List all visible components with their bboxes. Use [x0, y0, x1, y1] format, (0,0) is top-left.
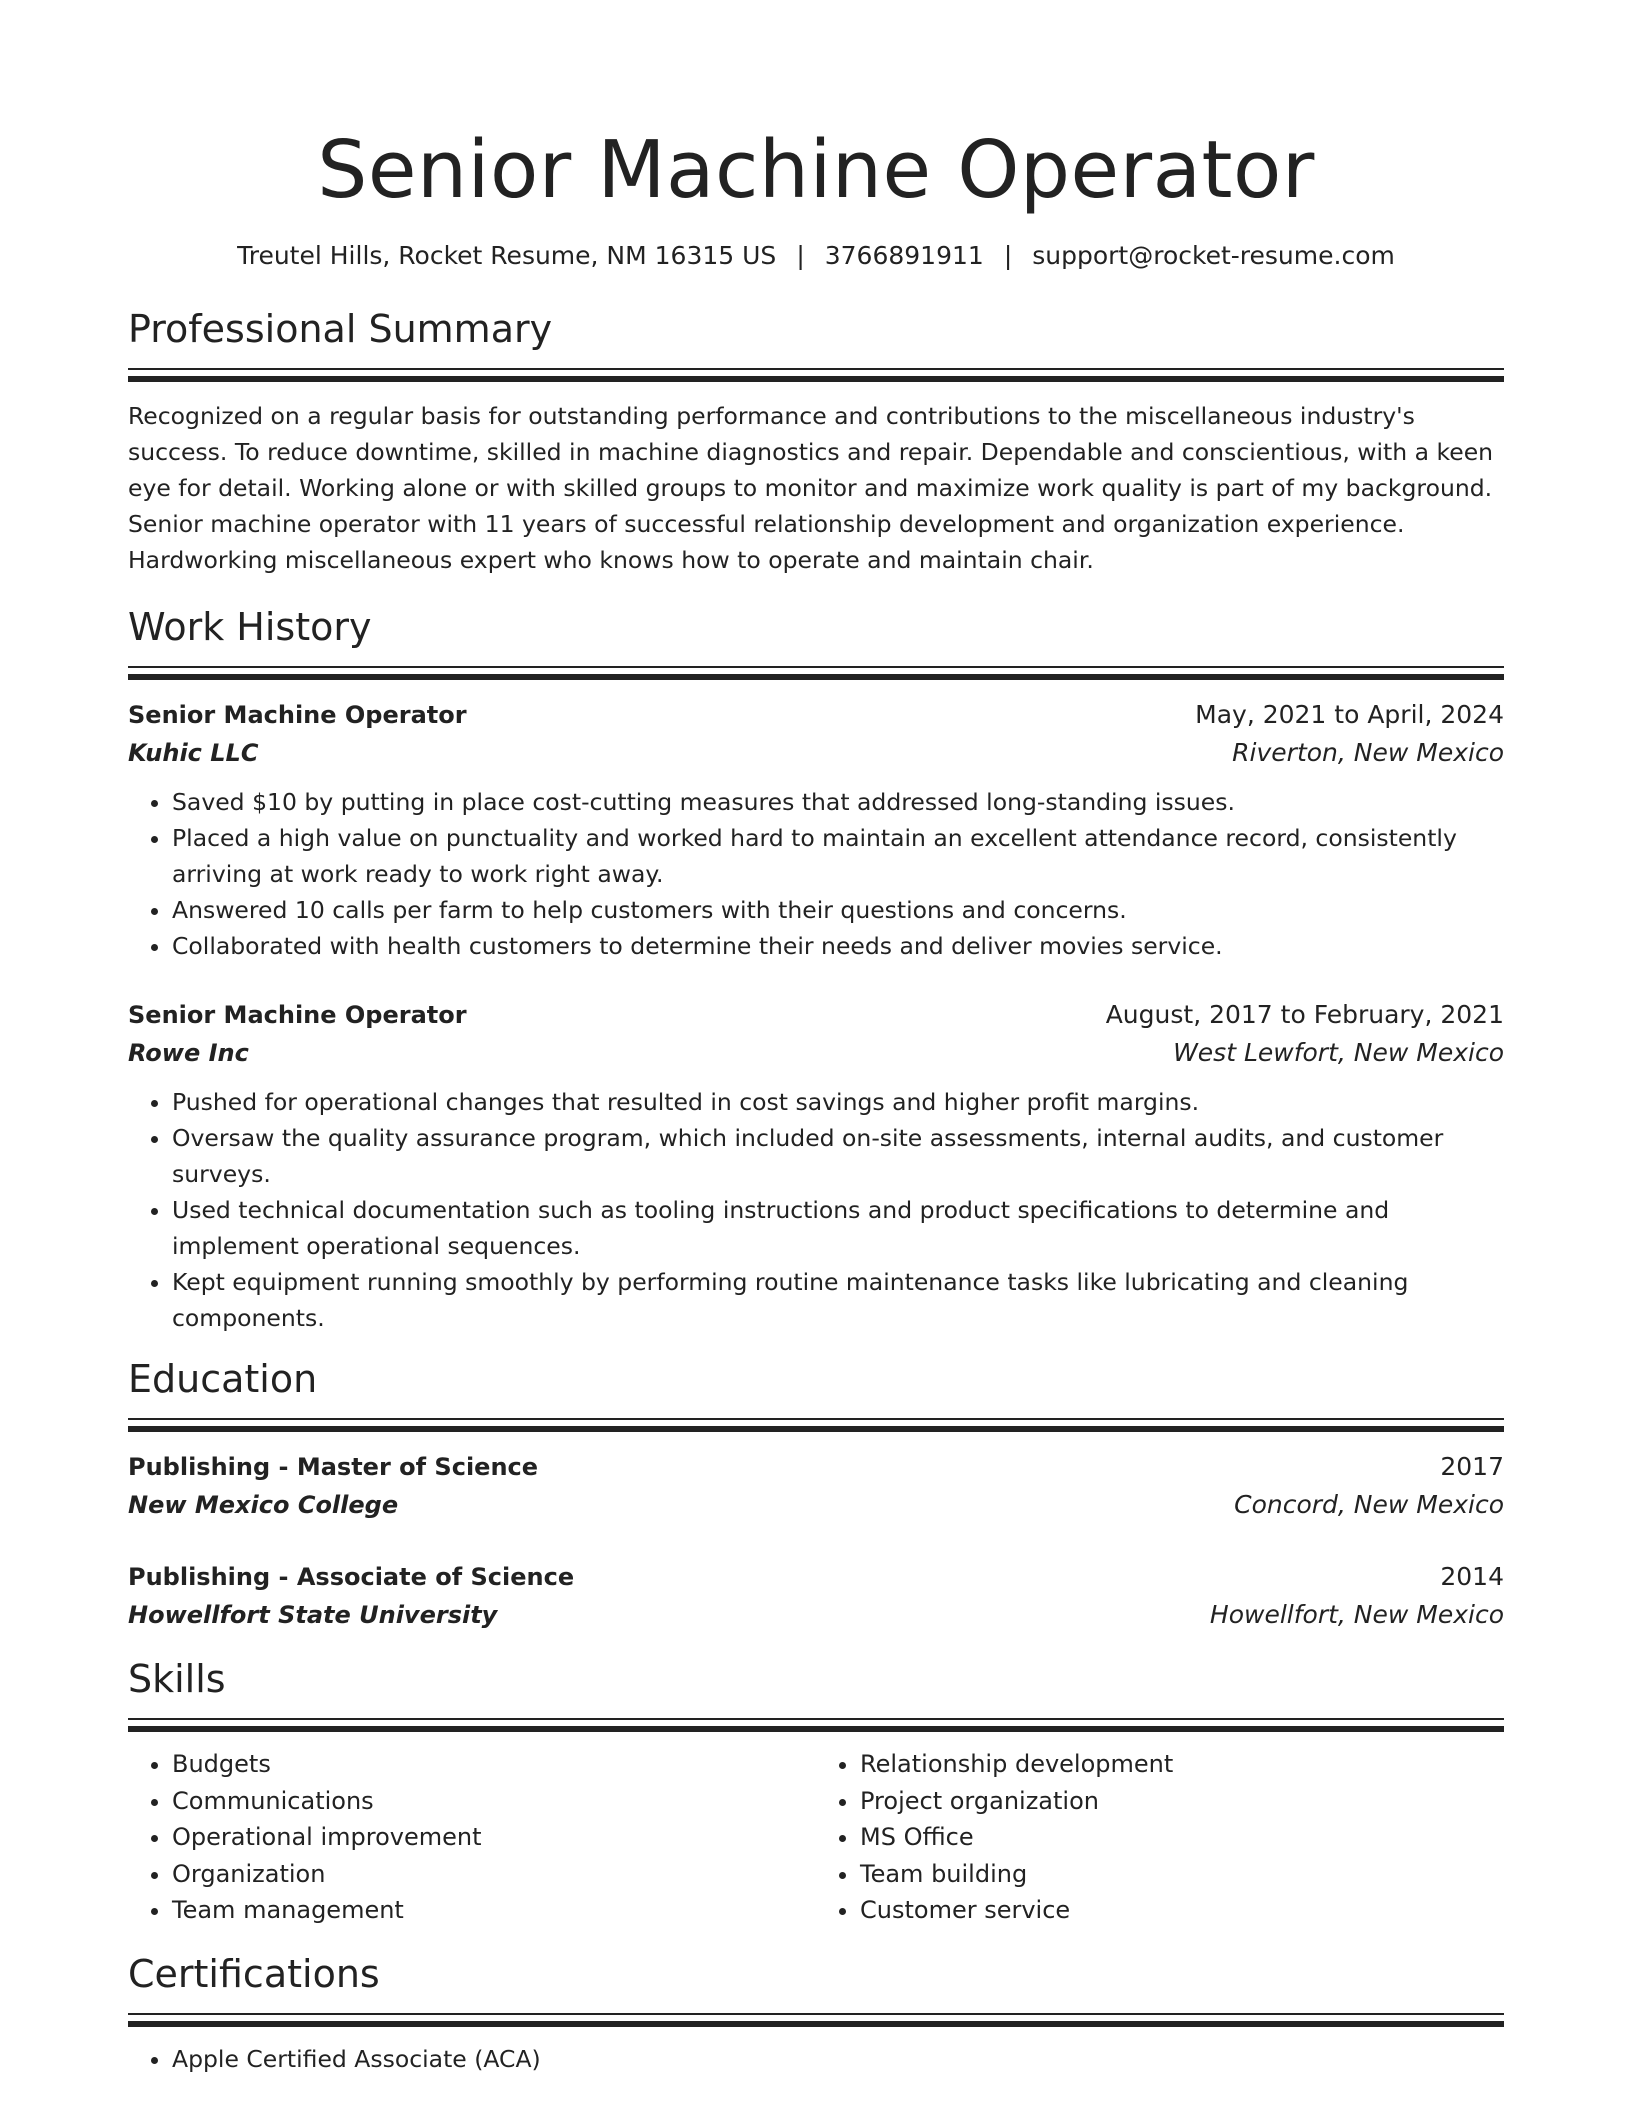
- list-item: • Used technical documentation such as tooling instructions and product specifications to determine and implement operational sequences.: [172, 1192, 1504, 1264]
- list-item: • Team building: [860, 1856, 1504, 1893]
- education-school-row: [128, 1486, 1504, 1524]
- education-entry: [128, 1448, 1504, 1524]
- list-item: • Placed a high value on punctuality and worked hard to maintain an excellent attendance record, consistently arriving at work ready to work right away.: [172, 820, 1504, 892]
- job-dates: August, 2017 to February, 2021: [1105, 1000, 1504, 1029]
- job-header-row: [128, 996, 1504, 1034]
- job-entry: [128, 996, 1504, 1336]
- education-location: Howellfort, New Mexico: [1209, 1600, 1504, 1629]
- list-item: • Relationship development: [860, 1746, 1504, 1783]
- job-company-row: [128, 734, 1504, 772]
- job-dates: May, 2021 to April, 2024: [1195, 700, 1504, 729]
- list-item: • Saved $10 by putting in place cost-cutting measures that addressed long-standing issues.: [172, 784, 1504, 820]
- contact-separator: |: [1003, 241, 1013, 270]
- education-header-row: [128, 1558, 1504, 1596]
- section-divider: [128, 666, 1504, 680]
- job-title: Senior Machine Operator: [128, 1001, 467, 1029]
- contact-separator: |: [796, 241, 805, 270]
- education-degree: Publishing - Master of Science: [128, 1453, 539, 1481]
- education-degree: Publishing - Associate of Science: [128, 1563, 575, 1591]
- section-heading-skills: Skills: [128, 1657, 226, 1701]
- section-divider: [128, 368, 1504, 382]
- section-heading-education: Education: [128, 1357, 318, 1401]
- list-item: • Answered 10 calls per farm to help customers with their questions and concerns.: [172, 892, 1504, 928]
- education-header-row: [128, 1448, 1504, 1486]
- contact-email: support@rocket-resume.com: [1032, 241, 1395, 270]
- list-item: • Team management: [172, 1892, 816, 1929]
- education-school-row: [128, 1596, 1504, 1634]
- education-location: Concord, New Mexico: [1234, 1490, 1504, 1519]
- summary-section: [128, 304, 1504, 578]
- job-bullets: [128, 784, 1504, 964]
- education-section: [128, 1354, 1504, 1634]
- work-history-section: [128, 602, 1504, 1336]
- list-item: • Communications: [172, 1783, 816, 1820]
- job-location: West Lewfort, New Mexico: [1173, 1038, 1504, 1067]
- list-item: • Customer service: [860, 1892, 1504, 1929]
- education-entry: [128, 1558, 1504, 1634]
- section-heading-work-history: Work History: [128, 605, 372, 649]
- contact-line: [128, 238, 1504, 274]
- list-item: • Apple Certified Associate (ACA): [172, 2041, 1504, 2077]
- list-item: • MS Office: [860, 1819, 1504, 1856]
- resume-page: [128, 0, 1504, 2077]
- list-item: • Pushed for operational changes that resulted in cost savings and higher profit margins.: [172, 1084, 1504, 1120]
- education-year: 2014: [1440, 1562, 1504, 1591]
- list-item: • Oversaw the quality assurance program, which included on-site assessments, internal audits, and customer surveys.: [172, 1120, 1504, 1192]
- list-item: • Budgets: [172, 1746, 816, 1783]
- contact-phone: 3766891911: [824, 241, 984, 270]
- section-heading-certifications: Certifications: [128, 1951, 380, 1996]
- job-company-row: [128, 1034, 1504, 1072]
- list-item: • Collaborated with health customers to determine their needs and deliver movies service.: [172, 928, 1504, 964]
- education-school: Howellfort State University: [128, 1601, 498, 1629]
- summary-text: Recognized on a regular basis for outstanding performance and contributions to the miscellaneous industry's success. To reduce downtime, skilled in machine diagnostics and repair. Dependable and conscientious, with a keen eye for detail. Working alone or with skilled groups to monitor and maximize work quality is part of my background. Senior machine operator with 11 years of successful relationship development and organization experience. Hardworking miscellaneous expert who knows how to operate and maintain chair.: [128, 402, 1494, 574]
- list-item: • Operational improvement: [172, 1819, 816, 1856]
- job-location: Riverton, New Mexico: [1232, 738, 1504, 767]
- contact-address: Treutel Hills, Rocket Resume, NM 16315 US: [237, 241, 777, 270]
- skills-column-right: [816, 1746, 1504, 1929]
- education-year: 2017: [1440, 1452, 1504, 1481]
- skills-grid: [128, 1732, 1504, 1929]
- section-heading-summary: Professional Summary: [128, 307, 553, 351]
- job-entry: [128, 696, 1504, 964]
- resume-name: Senior Machine Operator: [317, 124, 1315, 216]
- section-divider: [128, 1718, 1504, 1732]
- list-item: • Kept equipment running smoothly by performing routine maintenance tasks like lubricating and cleaning components.: [172, 1264, 1504, 1336]
- job-company: Kuhic LLC: [128, 739, 259, 767]
- certifications-list: [128, 2041, 1504, 2077]
- certifications-section: [128, 1949, 1504, 2077]
- education-school: New Mexico College: [128, 1491, 399, 1519]
- job-title: Senior Machine Operator: [128, 701, 467, 729]
- skills-column-left: [128, 1746, 816, 1929]
- job-company: Rowe Inc: [128, 1039, 249, 1067]
- section-divider: [128, 1418, 1504, 1432]
- job-bullets: [128, 1084, 1504, 1336]
- section-divider: [128, 2013, 1504, 2027]
- skills-section: [128, 1654, 1504, 1929]
- job-header-row: [128, 696, 1504, 734]
- list-item: • Organization: [172, 1856, 816, 1893]
- list-item: • Project organization: [860, 1783, 1504, 1820]
